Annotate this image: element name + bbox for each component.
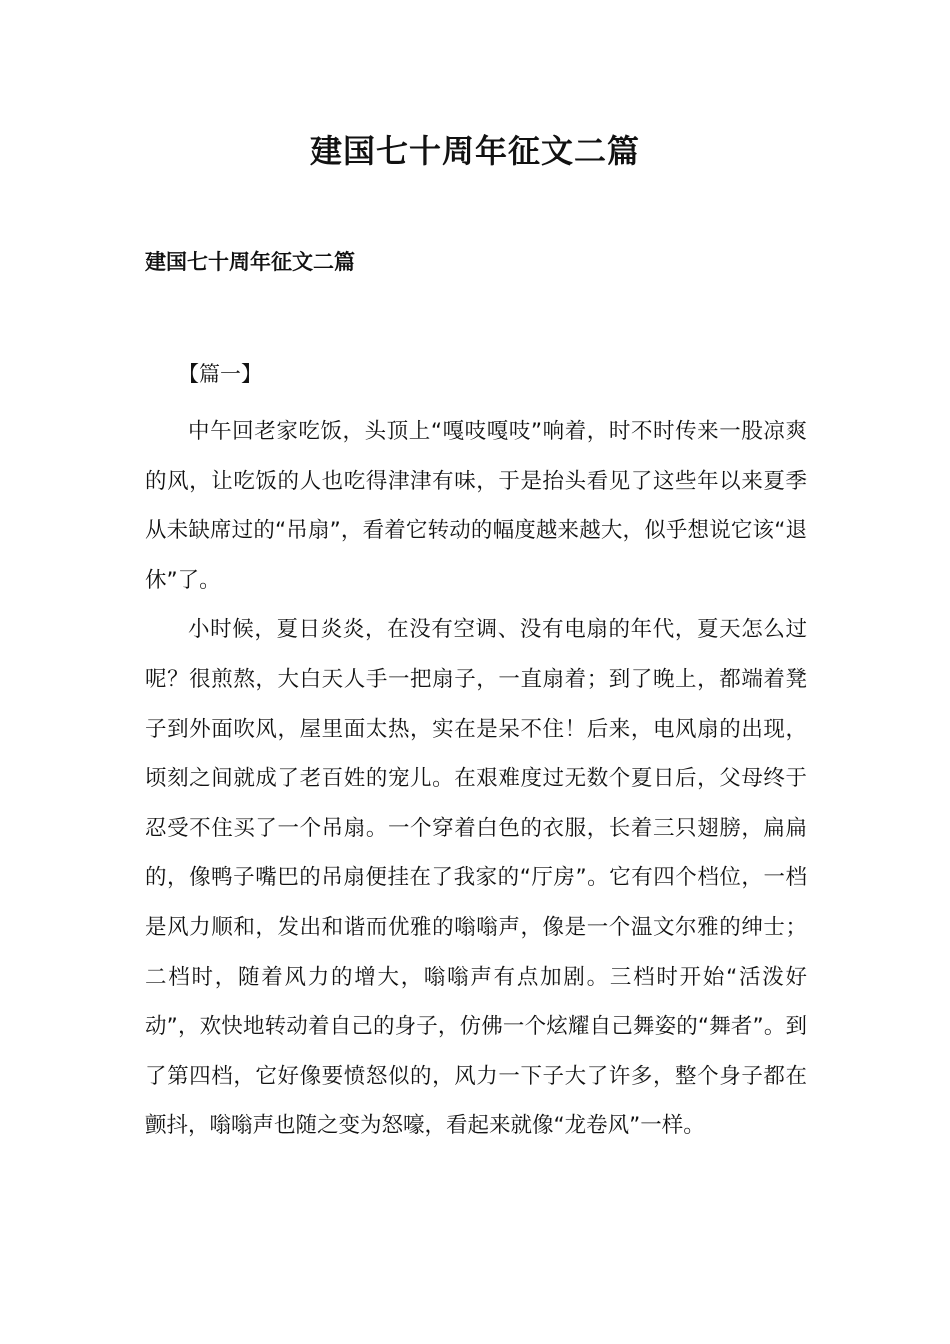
document-body <box>145 407 807 1151</box>
paragraph-1: 中午回老家吃饭，头顶上“嘎吱嘎吱”响着，时不时传来一股凉爽的风，让吃饭的人也吃得津津有味，于是抬头看见了这些年以来夏季从未缺席过的“吊扇”，看着它转动的幅度越来越大，似乎想说它该“退休”了。 <box>145 419 807 593</box>
paragraph-2: 小时候，夏日炎炎，在没有空调、没有电扇的年代，夏天怎么过呢？很煎熬，大白天人手一把扇子，一直扇着；到了晚上，都端着凳子到外面吹风，屋里面太热，实在是呆不住！后来，电风扇的出现，顷刻之间就成了老百姓的宠儿。在艰难度过无数个夏日后，父母终于忍受不住买了一个吊扇。一个穿着白色的衣服，长着三只翅膀，扁扁的，像鸭子嘴巴的吊扇便挂在了我家的“厅房”。它有四个档位，一档是风力顺和，发出和谐而优雅的嗡嗡声，像是一个温文尔雅的绅士；二档时，随着风力的增大，嗡嗡声有点加剧。三档时开始“活泼好动”，欢快地转动着自己的身子，仿佛一个炫耀自己舞姿的“舞者”。到了第四档，它好像要愤怒似的，风力一下子大了许多，整个身子都在颤抖，嗡嗡声也随之变为怒嚎，看起来就像“龙卷风”一样。 <box>145 617 807 1139</box>
section-label: 【篇一】 <box>178 362 262 386</box>
document-title: 建国七十周年征文二篇 <box>309 132 640 170</box>
document-subtitle: 建国七十周年征文二篇 <box>145 250 355 274</box>
